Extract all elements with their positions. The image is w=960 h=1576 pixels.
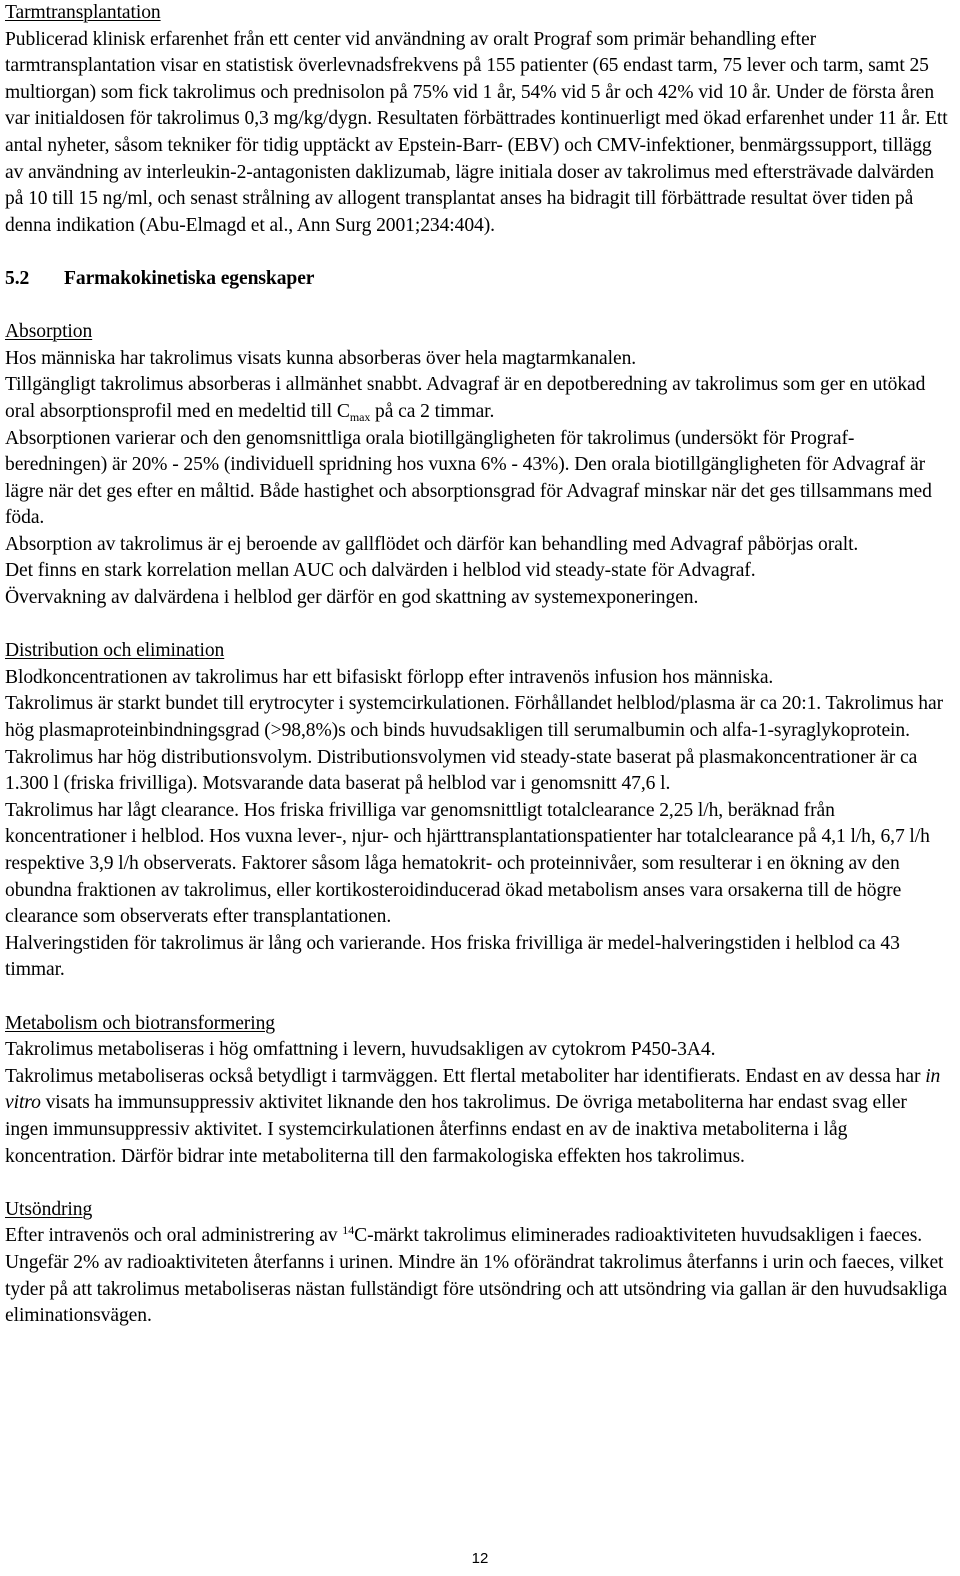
page-number: 12 <box>471 1550 489 1567</box>
absorption-line-5: Det finns en stark korrelation mellan AUC och dalvärden i helblod vid steady-state för Advagraf. <box>5 560 756 582</box>
section-heading-title: Farmakokinetiska egenskaper <box>64 267 315 289</box>
italic-in-vitro: in vitro <box>5 1065 941 1114</box>
text-run: Under de första åren var initialdosen för takrolimus 0,3 mg/kg/dygn. Resultaten förbättrades kontinuerligt med ökad erfarenhet under 11 år. <box>5 81 935 130</box>
metabolism-line-1: Takrolimus metaboliseras i hög omfattning i levern, huvudsakligen av cytokrom P450-3A4. <box>5 1039 716 1061</box>
distribution-line-2: Takrolimus är starkt bundet till erytrocyter i systemcirkulationen. Förhållandet helblod/plasma är ca 20:1. Takrolimus har hög plasmaproteinbindningsgrad (>98,8%)s och binds huvudsakligen till serumalbumin och alfa-1-syraglykoprotein. <box>5 693 944 742</box>
text-run: Efter intravenös och oral administrering av <box>5 1225 343 1247</box>
text-run: på ca 2 timmar. <box>370 400 495 422</box>
text-run: C-märkt takrolimus eliminerades radioaktiviteten huvudsakligen i faeces. Ungefär 2% av radioaktiviteten återfanns i urinen. Mindre än 1% oförändrat takrolimus återfanns i urin och faeces, vilket tyder på att takrolimus metaboliseras nästan fullständigt före utsöndring och att utsöndring via gallan är den huvudsakliga eliminationsvägen. <box>5 1225 948 1327</box>
text-run: Publicerad klinisk erfarenhet från ett center vid användning av oralt Prograf som primär behandling efter tarmtransplantation visar en statistisk överlevnadsfrekvens på 155 patienter (65 endast tarm, 75 lever och tarm, samt 25 multiorgan) som fick takrolimus och prednisolon på 75% vid 1 år, 54% vid 5 år och 42% vid 10 år. <box>5 28 929 103</box>
utsondring-line-1 <box>5 1223 953 1329</box>
text-run: Takrolimus metaboliseras också betydligt i tarmväggen. Ett flertal metaboliter har identifierats. Endast en av dessa har <box>5 1065 926 1087</box>
subsection-title-distribution: Distribution och elimination <box>5 640 225 662</box>
section-title-tarmtransplantation: Tarmtransplantation <box>5 2 161 23</box>
document-page <box>5 0 953 1330</box>
text-run: visats ha immunsuppressiv aktivitet liknande den hos takrolimus. De övriga metaboliterna har endast svag eller ingen immunsuppressiv aktivitet. I systemcirkulationen återfinns endast en av de inaktiva metaboliterna i låg koncentration. Därför bidrar inte metaboliterna till den farmakologiska effekten hos takrolimus. <box>5 1092 907 1167</box>
distribution-line-4: Takrolimus har lågt clearance. Hos friska frivilliga var genomsnittligt totalclearance 2,25 l/h, beräknad från koncentrationer i helblod. Hos vuxna lever-, njur- och hjärttransplantationspatienter har totalclearance på 4,1 l/h, 6,7 l/h respektive 3,9 l/h observerats. Faktorer såsom låga hematokrit- och proteinnivåer, som resulterar i en ökning av den obundna fraktionen av takrolimus, eller kortikosteroidinducerad ökad metabolism anses vara orsakerna till de högre clearance som observerats efter transplantationen. <box>5 799 930 928</box>
distribution-line-1: Blodkoncentrationen av takrolimus har ett bifasiskt förlopp efter intravenös infusion hos människa. <box>5 666 774 688</box>
superscript-14: 14 <box>342 1223 355 1238</box>
absorption-line-3: Absorptionen varierar och den genomsnittliga orala biotillgängligheten för takrolimus (undersökt för Prograf-beredningen) är 20% - 25% (individuell spridning hos vuxna 6% - 43%). Den orala biotillgängligheten för Advagraf är lägre när det ges efter en måltid. Både hastighet och absorptionsgrad för Advagraf minskar när det ges tillsammans med föda. <box>5 427 932 529</box>
text-run: Ett antal nyheter, såsom tekniker för tidig upptäckt av Epstein-Barr- (EBV) och CMV-infektioner, benmärgssupport, tillägg av användning av interleukin-2-antagonisten daklizumab, lägre initiala doser av takrolimus med eftersträvade dalvärden på 10 till 15 ng/ml, och senast strålning av allogent transplantat anses ha bidragit till förbättrade resultat över tiden på denna indikation (Abu-Elmagd et al., Ann Surg 2001;234:404). <box>5 108 948 236</box>
distribution-line-3: Takrolimus har hög distributionsvolym. Distributionsvolymen vid steady-state baserat på plasmakoncentrationer är ca 1.300 l (friska frivilliga). Motsvarande data baserat på helblod var i genomsnitt 47,6 l. <box>5 746 918 795</box>
subscript-max: max <box>349 409 371 424</box>
text-run: Tillgängligt takrolimus absorberas i allmänhet snabbt. Advagraf är en depotberedning av takrolimus som ger en utökad oral absorptionsprofil med en medeltid till C <box>5 374 926 422</box>
subsection-title-absorption: Absorption <box>5 321 93 343</box>
absorption-line-4: Absorption av takrolimus är ej beroende av gallflödet och därför kan behandling med Advagraf påbörjas oralt. <box>5 533 859 555</box>
section-number: 5.2 <box>5 267 30 289</box>
distribution-line-5: Halveringstiden för takrolimus är lång och varierande. Hos friska frivilliga är medel-halveringstiden i helblod ca 43 timmar. <box>5 932 900 981</box>
subsection-title-metabolism: Metabolism och biotransformering <box>5 1012 275 1034</box>
absorption-line-6: Övervakning av dalvärdena i helblod ger därför en god skattning av systemexponeringen. <box>5 587 699 609</box>
paragraph-tarmtransplantation <box>5 27 953 240</box>
absorption-line-2 <box>5 372 953 425</box>
metabolism-line-2 <box>5 1064 953 1170</box>
absorption-line-1: Hos människa har takrolimus visats kunna absorberas över hela magtarmkanalen. <box>5 347 637 369</box>
section-heading-5-2 <box>5 266 953 293</box>
subsection-title-utsondring: Utsöndring <box>5 1198 93 1220</box>
